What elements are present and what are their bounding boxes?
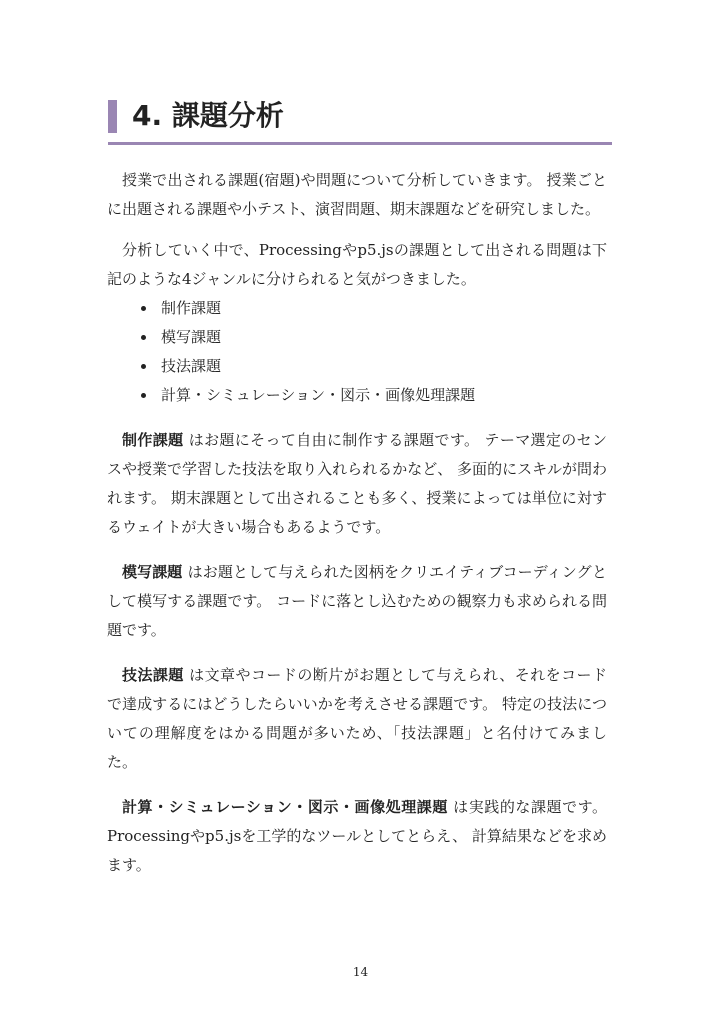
- genre-item: [107, 294, 607, 323]
- description-paragraph: [107, 558, 607, 645]
- description-text: は実践的な課題です。 Processingやp5.jsを工学的なツールとしてとらえ、 計算結果などを求めます。: [107, 798, 607, 874]
- genre-label: 技法課題: [161, 357, 222, 375]
- heading-accent-bar: [108, 100, 117, 133]
- section-heading: [108, 96, 612, 145]
- description-paragraph: [107, 426, 607, 542]
- description-term: 制作課題: [122, 431, 184, 449]
- section-title: 4. 課題分析: [132, 99, 284, 132]
- genre-item: [107, 352, 607, 381]
- genre-label: 模写課題: [161, 328, 222, 346]
- description-text: はお題として与えられた図柄をクリエイティブコーディングとして模写する課題です。 コードに落とし込むための観察力も求められる問題です。: [107, 563, 607, 639]
- description-text: はお題にそって自由に制作する課題です。 テーマ選定のセンスや授業で学習した技法を取り入れられるかなど、 多面的にスキルが問われます。 期末課題として出されることも多く、授業によっては単位に対するウェイトが大きい場合もあるようです。: [107, 431, 607, 536]
- intro-paragraph-1: 授業で出される課題(宿題)や問題について分析していきます。 授業ごとに出題される課題や小テスト、演習問題、期末課題などを研究しました。: [107, 171, 607, 218]
- bullet-icon: [141, 335, 146, 340]
- intro-paragraph-2: 分析していく中で、Processingやp5.jsの課題として出される問題は下記のような4ジャンルに分けられると気がつきました。: [107, 241, 607, 288]
- page-number: 14: [352, 965, 369, 979]
- genre-list: [107, 294, 607, 410]
- bullet-icon: [141, 306, 146, 311]
- genre-label: 制作課題: [161, 299, 222, 317]
- description-text: は文章やコードの断片がお題として与えられ、それをコードで達成するにはどうしたらいいかを考えさせる課題です。 特定の技法についての理解度をはかる問題が多いため、「技法課題」と名付けてみました。: [107, 666, 607, 771]
- genre-label: 計算・シミュレーション・図示・画像処理課題: [161, 386, 476, 404]
- description-term: 計算・シミュレーション・図示・画像処理課題: [122, 798, 448, 816]
- genre-item: [107, 381, 607, 410]
- description-paragraph: [107, 793, 607, 880]
- description-term: 技法課題: [122, 666, 184, 684]
- bullet-icon: [141, 364, 146, 369]
- genre-item: [107, 323, 607, 352]
- document-body: [107, 166, 607, 880]
- description-term: 模写課題: [122, 563, 183, 581]
- bullet-icon: [141, 393, 146, 398]
- description-paragraph: [107, 661, 607, 777]
